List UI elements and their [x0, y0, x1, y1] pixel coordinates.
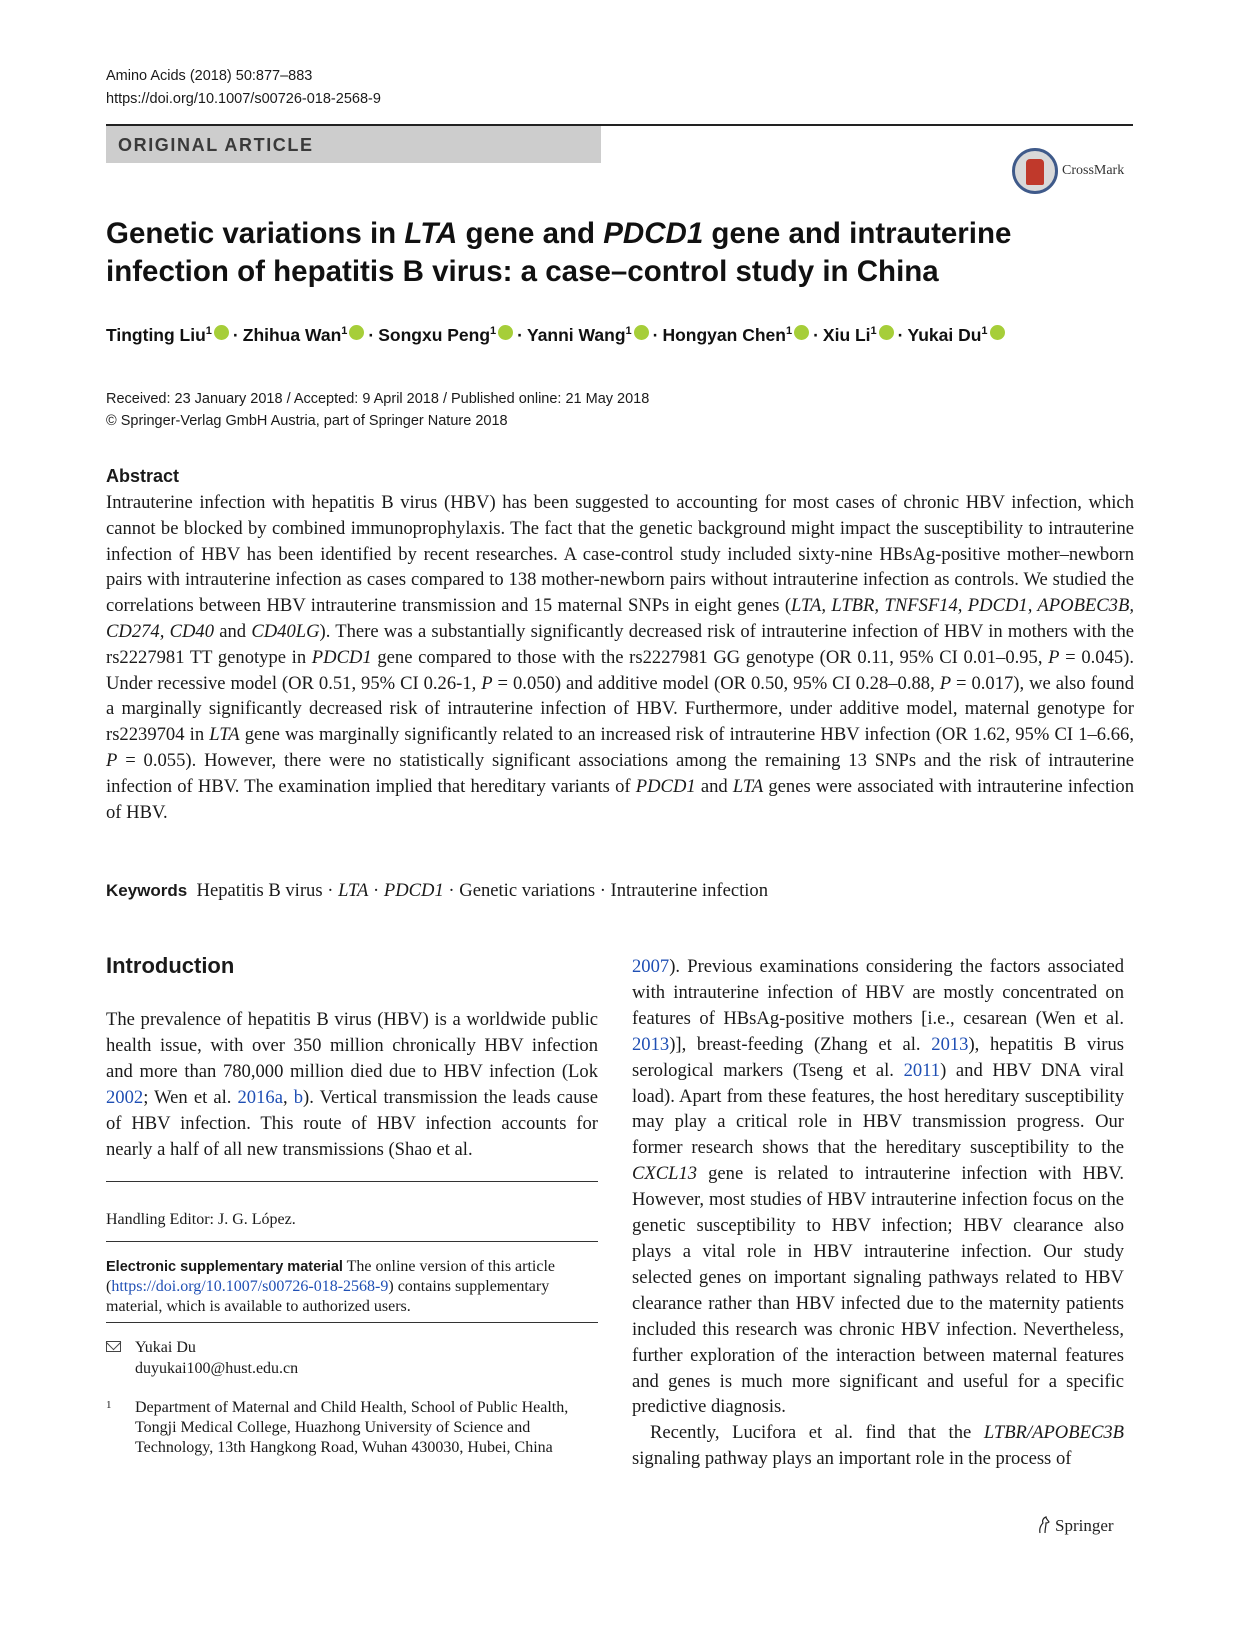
- author-list: [106, 325, 1146, 346]
- affiliation-text: Department of Maternal and Child Health, School of Public Health, Tongji Medical College, Huazhong University of Science and Technology, 13th Hangkong Road, Wuhan 430030, Hubei, China: [135, 1399, 569, 1456]
- orcid-icon[interactable]: [879, 325, 894, 340]
- paragraph: Recently, Lucifora et al. find that the LTBR/APOBEC3B signaling pathway plays an important role in the process of: [632, 1422, 1124, 1470]
- citation-link[interactable]: 2002: [106, 1087, 144, 1108]
- orcid-icon[interactable]: [794, 325, 809, 340]
- envelope-icon: [106, 1341, 121, 1352]
- author: [527, 325, 649, 345]
- author-separator: ·: [517, 325, 523, 345]
- crossmark-badge[interactable]: [1012, 148, 1137, 196]
- author-affiliation-marker: 1: [341, 325, 348, 338]
- citation-link[interactable]: 2007: [632, 956, 670, 977]
- orcid-icon[interactable]: [990, 325, 1005, 340]
- article-type-label: ORIGINAL ARTICLE: [118, 135, 314, 155]
- journal-header: [106, 65, 381, 111]
- introduction-heading: Introduction: [106, 953, 235, 978]
- author: [378, 325, 513, 345]
- author-separator: ·: [652, 325, 659, 345]
- orcid-icon[interactable]: [214, 325, 229, 340]
- citation-link[interactable]: 2016a: [237, 1087, 283, 1108]
- author: [823, 325, 894, 345]
- springer-horse-icon: [1037, 1516, 1051, 1534]
- article-dates: [106, 388, 649, 432]
- author-name: Yukai Du: [907, 325, 982, 345]
- author: [243, 325, 365, 345]
- keywords: Keywords Hepatitis B virus · LTA · PDCD1 · Genetic variations · Intrauterine infection: [106, 880, 769, 901]
- author-affiliation-marker: 1: [785, 325, 793, 338]
- author-affiliation-marker: 1: [625, 325, 632, 338]
- introduction-left-column: The prevalence of hepatitis B virus (HBV) is a worldwide public health issue, with over 350 million chronically HBV infection and more than 780,000 million died due to HBV infection (Lok 2002; Wen et al. 2016a, b). Vertical transmission the leads cause of HBV infection. This route of HBV infection accounts for nearly a half of all new transmissions (Shao et al.: [106, 1009, 599, 1160]
- citation-link[interactable]: 2011: [903, 1059, 941, 1081]
- supplementary-link[interactable]: https://doi.org/10.1007/s00726-018-2568-9: [111, 1278, 389, 1295]
- corresponding-author: Yukai Du: [135, 1339, 196, 1356]
- abstract-body: Intrauterine infection with hepatitis B virus (HBV) has been suggested to accounting for most cases of chronic HBV infection, which cannot be blocked by combined immunoprophylaxis. The fact that the genetic background might impact the susceptibility to intrauterine infection of HBV has been identified by recent researches. A case-control study included sixty-nine HBsAg-positive mother–newborn pairs with intrauterine infection as cases compared to 138 mother-newborn pairs without intrauterine infection as controls. We studied the correlations between HBV intrauterine transmission and 15 maternal SNPs in eight genes (LTA, LTBR, TNFSF14, PDCD1, APOBEC3B, CD274, CD40 and CD40LG). There was a substantially significantly decreased risk of intrauterine infection of HBV in mothers with the rs2227981 TT genotype in PDCD1 gene compared to those with the rs2227981 GG genotype (OR 0.11, 95% CI 0.01–0.95, P = 0.045). Under recessive model (OR 0.51, 95% CI 0.26-1, P = 0.050) and additive model (OR 0.50, 95% CI 0.28–0.88, P = 0.017), we also found a marginally significantly decreased risk of intrauterine infection of HBV. Furthermore, under additive model, maternal genotype for rs2239704 in LTA gene was marginally significantly related to an increased risk of intrauterine HBV infection (OR 1.62, 95% CI 1–6.66, P = 0.055). However, there were no statistically significant associations among the remaining 13 SNPs and the risk of intrauterine infection of HBV. The examination implied that hereditary variants of PDCD1 and LTA genes were associated with intrauterine infection of HBV.: [106, 492, 1135, 823]
- article-title: Genetic variations in LTA gene and PDCD1 gene and intrauterine infection of hepatitis B virus: a case–control study in China: [106, 217, 1012, 288]
- crossmark-label: CrossMark: [1062, 163, 1125, 178]
- author-email[interactable]: duyukai100@hust.edu.cn: [135, 1360, 299, 1377]
- orcid-icon[interactable]: [349, 325, 364, 340]
- orcid-icon[interactable]: [634, 325, 649, 340]
- article-type-bar: [106, 126, 601, 163]
- author-affiliation-marker: 1: [205, 325, 212, 338]
- handling-editor: Handling Editor: J. G. López.: [106, 1211, 296, 1228]
- paragraph: 2007). Previous examinations considering the factors associated with intrauterine infection of HBV are mostly concentrated on features of HBsAg-positive mothers [i.e., cesarean (Wen et al. 2013)], breast-feeding (Zhang et al. 2013), hepatitis B virus serological markers (Tseng et al. 2011) and HBV DNA viral load). Apart from these features, the host hereditary susceptibility may play a critical role in HBV transmission progress. Our former research shows that the hereditary susceptibility to the CXCL13 gene is related to intrauterine infection with HBV. However, most studies of HBV intrauterine infection focus on the genetic susceptibility to HBV infection; HBV clearance also plays a vital role in HBV intrauterine infection. Our study selected genes on important signaling pathways related to HBV clearance rather than HBV infected due to the maternity patients included this research was chronic HBV infection. Nevertheless, further exploration of the interaction between maternal features and genes is much more significant and useful for a specific predictive diagnosis.: [632, 956, 1125, 1418]
- author-affiliation-marker: 1: [490, 325, 497, 338]
- author: [908, 325, 1005, 345]
- author-separator: ·: [368, 325, 375, 345]
- publisher-name: Springer: [1055, 1516, 1114, 1535]
- affiliation: [106, 1398, 576, 1458]
- author-name: Yanni Wang: [526, 325, 626, 345]
- author-separator: ·: [897, 325, 904, 345]
- author-affiliation-marker: 1: [981, 325, 988, 338]
- journal-citation: Amino Acids (2018) 50:877–883: [106, 68, 313, 84]
- author-separator: ·: [232, 325, 239, 345]
- citation-link[interactable]: b: [293, 1087, 303, 1108]
- author-name: Hongyan Chen: [662, 325, 786, 345]
- citation-link[interactable]: 2013: [632, 1033, 670, 1055]
- citation-link[interactable]: 2013: [931, 1033, 969, 1055]
- orcid-icon[interactable]: [498, 325, 513, 340]
- footnote-divider: [106, 1322, 598, 1323]
- author-name: Songxu Peng: [378, 325, 491, 345]
- correspondence: [106, 1337, 298, 1379]
- author-name: Xiu Li: [822, 325, 871, 345]
- author: [662, 325, 809, 345]
- author-name: Zhihua Wan: [242, 325, 342, 345]
- author-name: Tingting Liu: [106, 325, 206, 345]
- introduction-right-column: [632, 954, 1124, 1472]
- footnote-divider: [106, 1241, 598, 1242]
- supplementary-material-note: Electronic supplementary material The online version of this article (https://doi.org/10.1007/s00726-018-2568-9) contains supplementary material, which is available to authorized users.: [106, 1258, 556, 1315]
- author: [106, 325, 229, 345]
- crossmark-icon: [1012, 148, 1058, 194]
- affiliation-number: 1: [106, 1399, 112, 1411]
- author-separator: ·: [813, 325, 819, 345]
- publication-history: Received: 23 January 2018 / Accepted: 9 April 2018 / Published online: 21 May 2018: [106, 391, 650, 407]
- abstract-heading: Abstract: [106, 466, 180, 486]
- author-affiliation-marker: 1: [870, 325, 877, 338]
- publisher-logo: [1037, 1516, 1114, 1536]
- footnote-divider: [106, 1181, 598, 1182]
- copyright-notice: © Springer-Verlag GmbH Austria, part of Springer Nature 2018: [106, 413, 508, 429]
- keywords-label: Keywords: [106, 881, 188, 900]
- article-doi[interactable]: https://doi.org/10.1007/s00726-018-2568-9: [106, 91, 381, 107]
